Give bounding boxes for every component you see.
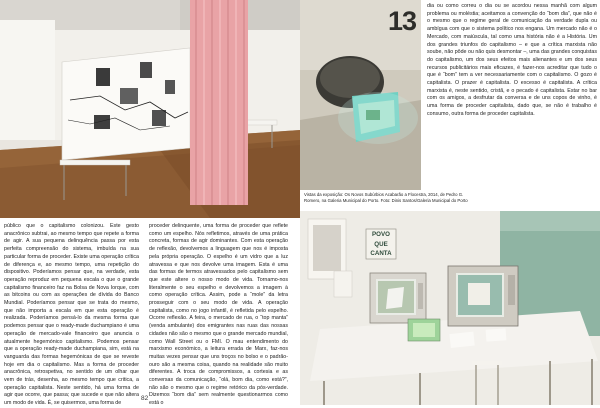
room-number: 13 [388, 6, 417, 36]
framed-photo [140, 62, 152, 78]
sign-text: POVO QUE CANTA [370, 231, 392, 257]
text-column-right: dia ou como correu o dia ou se acordou nessa manhã com algum problema ou moléstia; aceitamos a convenção do “bom dia”, que não é o mesmo que o regime geral de comunicação da verdade dupla ou ambígua com que o sistema político nos engana. Um mercado não é o Mercado, com maiúscula, tal como uma história não é a História. Um dos grandes triunfos do capitalismo – e que a crítica marxista não soube, não pôde ou não quis desmontar –, uma das grandes conquistas do capitalismo, um dos seus efeitos mais alienantes e um dos seus recursos publicitários mais eficazes, é fazer-nos acreditar que tudo o que é “bom” tem a ver necessariamente com o capitalismo. O gozo é capitalista. O prazer é capitalista. O excesso é capitalista. A crítica marxista é, neste sentido, cristã, e o pecado é capitalista. Estar no bar com os amigos, a desfrutar da conversa e de uns copos de vinho, é uma forma de proceder capitalista, dado que, se não é trabalho é consumo, outra forma de proceder capitalista. [427, 3, 597, 117]
text-column-left: público que o capitalismo colonizou. Este gesto anacrônico subtrai, ao mesmo tempo que repete a forma de agir. A sua pequena delinquência passa por esta perfeita compreensão do sistema, imbuída na sua particular forma de proceder. Existe uma operação crítica de diferença e, ao mesmo tempo, uma repetição do dispositivo. Poderíamos pensar que, na verdade, esta operação reproduz em pequena escala o que o grande capitalismo financeiro faz na Bolsa de Nova Iorque, com as bitcoins ou com as operações de dívida do Banco Mundial. Poderíamos pensar que se trata do mesmo, que não importa a escala em que esta operação é realizada. Poderíamos pensá-lo da mesma forma que podemos pensar que o ready-made duchampiano é uma operação de mercado-vale financeiro que anuncia o atualmente hegemónico capitalismo. Podemos pensar que a operação ready-made duchampiana, sim, está na vanguarda das formas hegemónicas de que se reveste hoje em dia o capitalismo. Mas a forma de proceder anacrônica, retrospetiva, no sentido de um olhar que vem de trás, desenha, ao mesmo tempo que critica, a operação capitalista. Neste sentido, há uma forma de agir que ocorre, que passa; que sucede e que não altera um modo de vida. É, se quisermos, uma forma de [4, 223, 139, 407]
photo-tv-installation [300, 211, 600, 405]
framed-photo [165, 80, 175, 94]
text-column-center: proceder delinquente, uma forma de proceder que reflete como um espelho. Nós refletimos, através de uma prática concreta, formas de agir dominantes. Com esta operação de reflexão, devolvemos a linguagem que nos é imposta pela própria operação. O espelho é um vidro que a luz atravessa e que nos devolve uma imagem. Esta é uma das formas de termos atravessados pelo capitalismo sem que este altere o nosso modo de vida. Tornamo-nos literalmente o seu espelho e devolvemos a imagem à como operação crítica. Assim, pode a “mole” da letra prosseguir com o seu modo de vida. A operação capitalista, como no jogo infantil, é refletida pelo espelho. Ocorre reflexão. A feira, o mercado de rua, o “top manta” (venda ambulante) dos emigrantes nas ruas das nossas cidades não são o mesmo que o grande mercado mundial, como Wall Street ou o FMI. O mau entendimento do marxismo económico, a leitura errada de Marx, faz-nos muitas vezes pensar que uns troços no bolso e o padrão-ouro são a mesma coisa, quando na realidade são muito diferentes. A troca de compromissos, a cortesia e as conversas da comunicação, “olá, bom dia, como está?”, não são o mesmo que o regime retórico da pós-verdade. Dizemos “bom dia” sem realmente questionarmos como está o [149, 223, 288, 407]
photo-gallery-room [0, 0, 300, 218]
gallery-room-illustration [0, 0, 300, 218]
framed-photo [96, 68, 110, 86]
framed-photo [152, 110, 166, 126]
photo-caption: Vistas da exposição: Os Novos Subúrbios Acabarão a Flocestra, 2014, de Pedro G. Romero, na Galeria Municipal do Porto. Foto: Dinis Santos/Galeria Municipal do Porto [304, 192, 468, 203]
tv-installation-illustration [300, 211, 600, 405]
tv-set-right [448, 266, 518, 326]
photo-room-13 [300, 0, 421, 190]
framed-photo [120, 88, 138, 104]
framed-photo [94, 115, 110, 129]
pink-curtain [190, 0, 248, 205]
tv-set-left [370, 273, 426, 323]
page-number: 82 [141, 395, 149, 402]
